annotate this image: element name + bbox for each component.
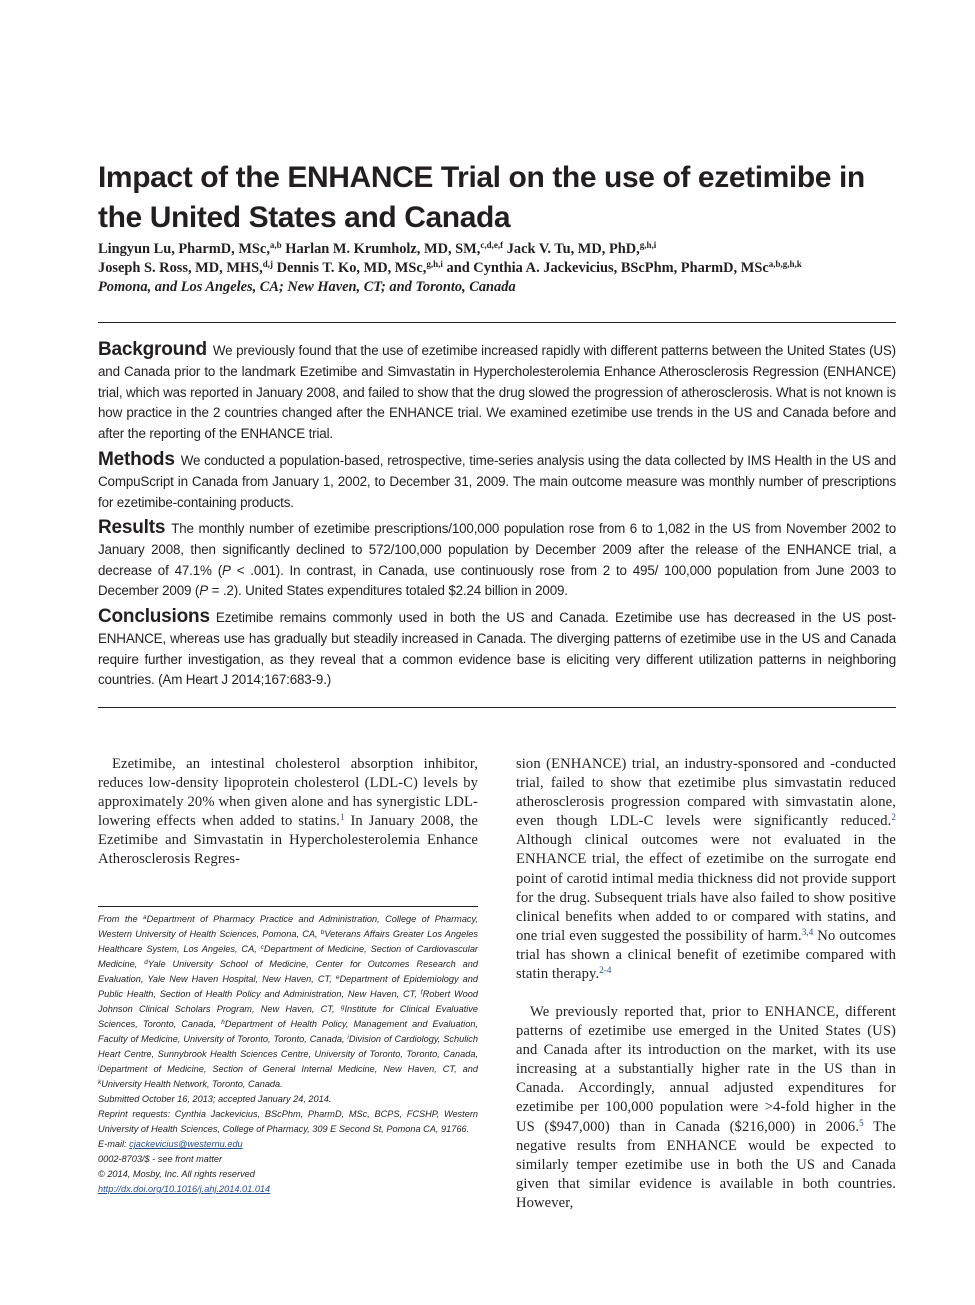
affiliations-footnote bbox=[98, 912, 478, 1092]
abstract-text: < .001). In contrast, in Canada, use continuously rose from 2 to 495/ 100,000 population from June 2003 to December 2009 ( bbox=[98, 562, 896, 599]
abstract-top-rule bbox=[98, 322, 896, 323]
reference-link[interactable]: 1 bbox=[340, 812, 345, 823]
body-text: No outcomes trial has shown a clinical benefit of ezetimibe compared with statin therapy. bbox=[516, 927, 896, 983]
affiliation-marker: i bbox=[347, 1034, 349, 1041]
body-paragraph-right-1 bbox=[516, 755, 896, 984]
reference-link[interactable]: 2 bbox=[891, 812, 896, 823]
affiliation-text: University Health Network, Toronto, Canada. bbox=[101, 1079, 283, 1089]
doi-link[interactable]: http://dx.doi.org/10.1016/j.ahj.2014.01.014 bbox=[98, 1184, 271, 1194]
author-name: Joseph S. Ross, MD, MHS, bbox=[98, 260, 263, 276]
body-text: In January 2008, the Ezetimibe and Simvastatin in Hypercholesterolemia Enhance Atherosclerosis Regres- bbox=[98, 813, 478, 868]
copyright-line: © 2014, Mosby, Inc. All rights reserved bbox=[98, 1169, 255, 1179]
abstract-text: We conducted a population-based, retrospective, time-series analysis using the data collected by IMS Health in the US and CompuScript in Canada from January 1, 2002, to December 31, 2009. The main outcome measure was monthly number of prescriptions for ezetimibe-containing products. bbox=[98, 453, 896, 510]
footnote-text: From the bbox=[98, 914, 138, 924]
author-affiliation-marker: d,j bbox=[262, 259, 273, 269]
body-text: Ezetimibe, an intestinal cholesterol absorption inhibitor, reduces low-density lipoprotein cholesterol (LDL-C) levels by approximately 20% when given alone and has synergistic LDL-lowering effects when added to statins. bbox=[98, 756, 478, 830]
author-list-line-2 bbox=[98, 259, 908, 278]
author-name: Lingyun Lu, PharmD, MSc, bbox=[98, 241, 270, 257]
affiliation-text: Division of Cardiology, Schulich Heart Centre, Sunnybrook Health Sciences Centre, University of Toronto, Toronto, Canada, bbox=[98, 1034, 478, 1059]
author-name: Jack V. Tu, MD, PhD, bbox=[506, 241, 640, 257]
affiliation-text: Robert Wood Johnson Clinical Scholars Program, New Haven, CT, bbox=[98, 989, 478, 1014]
body-paragraph-left bbox=[98, 755, 478, 870]
affiliation-marker: g bbox=[340, 1004, 345, 1011]
email-line bbox=[98, 1137, 478, 1152]
affiliation-text: Department of Health Policy, Management and Evaluation, Faculty of Medicine, University of Toronto, Toronto, Canada, bbox=[98, 1019, 478, 1044]
affiliation-marker: k bbox=[98, 1079, 102, 1086]
affiliation-text: Institute for Clinical Evaluative Sciences, Toronto, Canada, bbox=[98, 1004, 478, 1029]
submitted-date: Submitted October 16, 2013; accepted January 24, 2014. bbox=[98, 1094, 332, 1104]
p-value-symbol: P bbox=[222, 562, 231, 578]
affiliation-marker: j bbox=[98, 1064, 100, 1071]
abstract-heading: Conclusions bbox=[98, 606, 210, 627]
affiliation-marker: h bbox=[221, 1019, 225, 1026]
author-affiliation-marker: g,h,i bbox=[426, 259, 443, 269]
abstract-heading: Methods bbox=[98, 449, 175, 470]
body-text: Although clinical outcomes were not evaluated in the ENHANCE trial, the effect of ezetimibe on the surrogate end point of carotid intimal media thickness did not provide support for the drug. Subsequent trials have also failed to show positive clinical benefits when added to or compared with statins, and one trial even suggested the possibility of harm. bbox=[516, 832, 896, 944]
abstract-heading: Background bbox=[98, 339, 207, 360]
body-text: The negative results from ENHANCE would be expected to similarly temper ezetimibe use in both the US and Canada given that similar evidence is available in both countries. However, bbox=[516, 1118, 897, 1211]
author-name: Dennis T. Ko, MD, MSc, bbox=[276, 260, 427, 276]
reference-link[interactable]: 5 bbox=[859, 1117, 864, 1128]
author-list-line-1 bbox=[98, 240, 908, 259]
doi-line bbox=[98, 1182, 478, 1197]
affiliation-text: Department of Epidemiology and Public Health, Section of Health Policy and Administration, New Haven, CT, bbox=[98, 974, 478, 999]
abstract-heading: Results bbox=[98, 517, 166, 538]
author-affiliation-marker: g,h,i bbox=[639, 240, 657, 250]
abstract-methods bbox=[98, 450, 896, 513]
abstract-conclusions bbox=[98, 607, 896, 691]
abstract-text: = .2). United States expenditures totaled $2.24 billion in 2009. bbox=[208, 583, 568, 599]
affiliation-marker: d bbox=[144, 959, 148, 966]
author-name: Harlan M. Krumholz, MD, SM, bbox=[285, 241, 481, 257]
article-title: Impact of the ENHANCE Trial on the use of ezetimibe in the United States and Canada bbox=[98, 161, 865, 234]
p-value-symbol: P bbox=[199, 583, 209, 599]
affiliation-marker: c bbox=[260, 944, 264, 951]
email-link[interactable]: cjackevicius@westernu.edu bbox=[129, 1139, 243, 1149]
abstract-results bbox=[98, 518, 896, 602]
reprint-requests: Reprint requests: Cynthia Jackevicius, BScPhm, PharmD, MSc, BCPS, FCSHP, Western University of Health Sciences, College of Pharmacy, 309 E Second St, Pomona CA, 91766. bbox=[98, 1109, 478, 1134]
affiliation-text: Department of Medicine, Section of Cardiovascular Medicine, bbox=[98, 944, 478, 969]
author-locations: Pomona, and Los Angeles, CA; New Haven, CT; and Toronto, Canada bbox=[98, 279, 516, 295]
abstract-text: Ezetimibe remains commonly used in both the US and Canada. Ezetimibe use has decreased in the US post-ENHANCE, whereas use has gradually but steadily increased in Canada. The diverging patterns of ezetimibe use in the US and Canada require further investigation, as they reveal that a common evidence base is eliciting very different utilization patterns in neighboring countries. (Am Heart J 2014;167:683-9.) bbox=[98, 610, 896, 688]
affiliation-marker: b bbox=[320, 929, 325, 936]
author-affiliation-marker: c,d,e,f bbox=[480, 240, 504, 250]
affiliation-marker: a bbox=[143, 914, 147, 921]
affiliation-text: Department of Medicine, Section of General Internal Medicine, New Haven, CT, and bbox=[99, 1064, 478, 1074]
email-label: E-mail: bbox=[98, 1139, 127, 1149]
affiliation-text: Department of Pharmacy Practice and Administration, College of Pharmacy, Western University of Health Sciences, Pomona, CA, bbox=[98, 914, 478, 939]
affiliation-text: Yale University School of Medicine, Center for Outcomes Research and Evaluation, Yale New Haven Hospital, New Haven, CT, bbox=[98, 959, 478, 984]
body-paragraph-right-2 bbox=[516, 1003, 896, 1213]
author-affiliation-marker: a,b bbox=[269, 240, 282, 250]
affiliation-text: Veterans Affairs Greater Los Angeles Healthcare System, Los Angeles, CA, bbox=[98, 929, 478, 954]
author-affiliation-marker: a,b,g,h,k bbox=[768, 259, 802, 269]
article-footnotes bbox=[98, 912, 478, 1197]
reference-link[interactable]: 2-4 bbox=[599, 965, 612, 976]
abstract-text: We previously found that the use of ezetimibe increased rapidly with different patterns between the United States (US) and Canada prior to the landmark Ezetimibe and Simvastatin in Hypercholesterolemia Enhance Atherosclerosis Regression (ENHANCE) trial, which was reported in January 2008, and failed to show that the drug slowed the progression of atherosclerosis. What is not known is how practice in the 2 countries changed after the ENHANCE trial. We examined ezetimibe use trends in the US and Canada before and after the reporting of the ENHANCE trial. bbox=[98, 343, 896, 442]
reference-link[interactable]: 3,4 bbox=[801, 926, 814, 937]
abstract-bottom-rule bbox=[98, 707, 896, 708]
issn-line: 0002-8703/$ - see front matter bbox=[98, 1154, 223, 1164]
footnote-rule bbox=[98, 906, 478, 907]
affiliation-marker: f bbox=[420, 989, 423, 996]
body-text: sion (ENHANCE) trial, an industry-sponsored and -conducted trial, failed to show that ezetimibe plus simvastatin reduced atherosclerosis progression compared with simvastatin alone, even though LDL-C levels were significantly reduced. bbox=[516, 756, 896, 830]
abstract-text: The monthly number of ezetimibe prescriptions/100,000 population rose from 6 to 1,082 in the US from November 2002 to January 2008, then significantly declined to 572/100,000 population by December 2009 after the release of the ENHANCE trial, a decrease of 47.1% ( bbox=[98, 521, 896, 578]
body-text: We previously reported that, prior to ENHANCE, different patterns of ezetimibe use emerged in the United States (US) and Canada after its introduction on the market, with its use increasing at a substantially higher rate in the US than in Canada. Accordingly, annual adjusted expenditures for ezetimibe per 100,000 population were >4-fold higher in the US ($947,000) than in Canada ($216,000) in 2006. bbox=[516, 1004, 896, 1135]
author-name: and Cynthia A. Jackevicius, BScPhm, PharmD, MSc bbox=[446, 260, 769, 276]
affiliation-marker: e bbox=[335, 974, 340, 981]
abstract-background bbox=[98, 340, 896, 445]
